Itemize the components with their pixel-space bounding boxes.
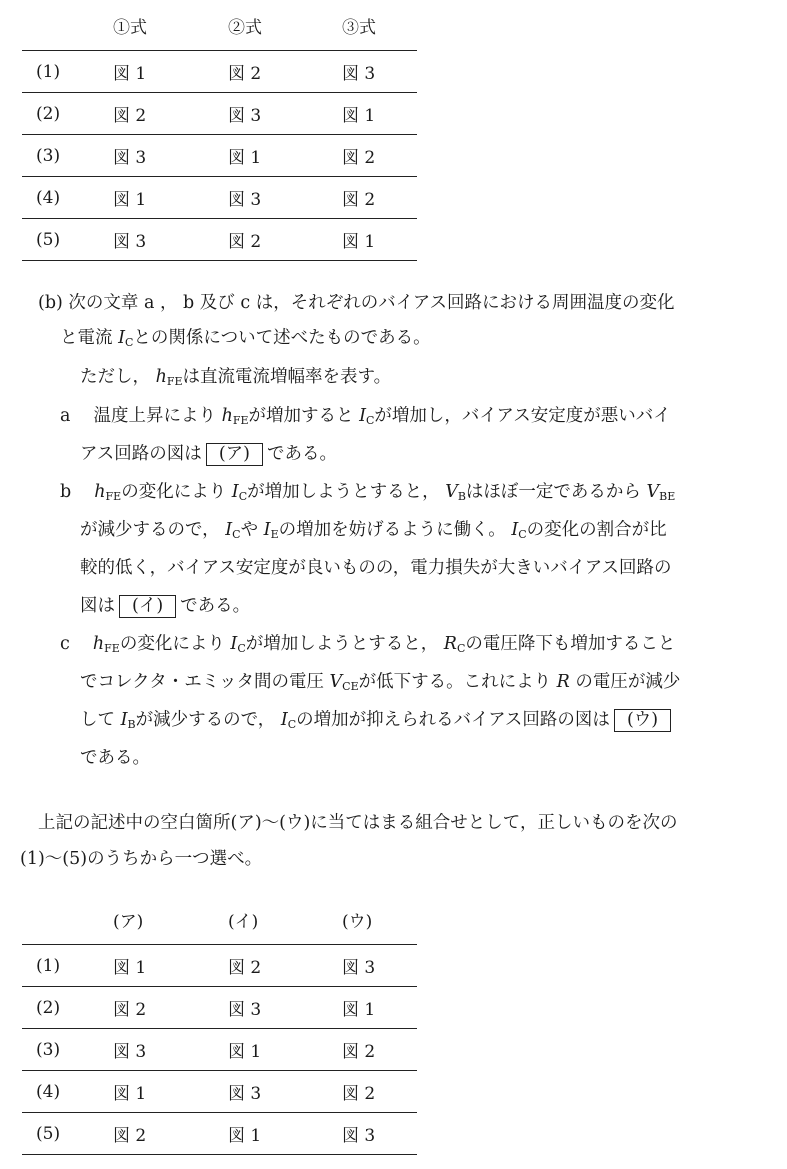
question-line bbox=[38, 812, 677, 835]
table-cell: 図 3 bbox=[342, 958, 376, 978]
text-segment: の変化により bbox=[121, 482, 232, 502]
table-cell: 図 2 bbox=[342, 148, 376, 168]
text-segment: の変化により bbox=[119, 634, 231, 654]
text-segment: や bbox=[240, 520, 264, 540]
option-number: (4) bbox=[36, 1081, 61, 1102]
table-cell: 図 3 bbox=[228, 1084, 262, 1104]
table-cell: 図 2 bbox=[228, 958, 262, 978]
statement-a-line bbox=[80, 443, 337, 466]
text-segment: が減少するので， bbox=[135, 710, 281, 730]
table-cell: 図 1 bbox=[228, 1042, 262, 1062]
symbol-i: I bbox=[230, 634, 238, 654]
table-cell: 図 3 bbox=[113, 1042, 147, 1062]
subscript: C bbox=[456, 642, 466, 655]
text-segment: の電圧が減少 bbox=[569, 672, 681, 692]
text-segment: c bbox=[60, 634, 93, 654]
table-cell: 図 1 bbox=[228, 148, 262, 168]
subscript: C bbox=[238, 490, 248, 503]
statement-c-line bbox=[80, 671, 680, 694]
text-segment: が増加し，バイアス安定度が悪いバイ bbox=[374, 406, 671, 426]
table-cell: 図 3 bbox=[228, 106, 262, 126]
statement-a-line bbox=[60, 405, 671, 428]
text-segment: 図は bbox=[80, 596, 115, 616]
table-row bbox=[22, 177, 417, 219]
table-cell: 図 3 bbox=[228, 1000, 262, 1020]
table-header bbox=[22, 894, 417, 945]
text-segment: が低下する。これにより bbox=[358, 672, 557, 692]
text-segment: が増加すると bbox=[248, 406, 360, 426]
symbol-i: I bbox=[511, 520, 519, 540]
header-cell: ②式 bbox=[228, 17, 262, 38]
subscript: FE bbox=[105, 490, 122, 503]
header-cell: ①式 bbox=[113, 17, 147, 38]
text-segment: は直流電流増幅率を表す。 bbox=[182, 367, 392, 387]
table-cell: 図 2 bbox=[342, 1084, 376, 1104]
text-segment: の増加を妨げるように働く。 bbox=[278, 520, 512, 540]
symbol-r: R bbox=[443, 634, 457, 654]
symbol-i: I bbox=[118, 328, 125, 348]
subscript: FE bbox=[166, 375, 183, 388]
subscript: CE bbox=[342, 680, 359, 693]
answer-choice-table bbox=[22, 894, 417, 1155]
text-segment: ただし， bbox=[80, 367, 156, 387]
subscript: C bbox=[366, 414, 375, 427]
table-cell: 図 3 bbox=[113, 148, 147, 168]
symbol-v: V bbox=[646, 482, 660, 502]
table-cell: 図 1 bbox=[113, 64, 147, 84]
blank-b-box: (イ) bbox=[119, 595, 176, 618]
statement-c-line bbox=[60, 633, 675, 656]
table-cell: 図 1 bbox=[113, 1084, 147, 1104]
symbol-i: I bbox=[359, 406, 366, 426]
table-row bbox=[22, 93, 417, 135]
statement-c-line bbox=[80, 747, 150, 770]
text-segment: 上記の記述中の空白箇所(ア)～(ウ)に当てはまる組合せとして，正しいものを次の bbox=[38, 813, 678, 833]
subscript: C bbox=[125, 336, 134, 349]
text-segment: が増加しようとすると， bbox=[247, 482, 446, 502]
symbol-h: h bbox=[94, 482, 106, 502]
option-number: (2) bbox=[36, 997, 61, 1018]
statement-b-line bbox=[60, 481, 675, 504]
subscript: C bbox=[232, 528, 241, 541]
table-cell: 図 3 bbox=[342, 64, 376, 84]
subscript: FE bbox=[104, 642, 120, 655]
text-segment: a 温度上昇により bbox=[60, 406, 222, 426]
table-cell: 図 3 bbox=[228, 190, 262, 210]
text-segment: でコレクタ・エミッタ間の電圧 bbox=[80, 672, 330, 692]
text-segment: が増加しようとすると， bbox=[245, 634, 444, 654]
problem-b-line bbox=[80, 366, 391, 389]
option-number: (1) bbox=[36, 61, 61, 82]
text-segment: である。 bbox=[266, 444, 337, 464]
table-row bbox=[22, 1029, 417, 1071]
problem-b-line bbox=[60, 327, 431, 350]
option-number: (4) bbox=[36, 187, 61, 208]
table-row bbox=[22, 1113, 417, 1155]
table-cell: 図 2 bbox=[113, 1126, 147, 1146]
table-cell: 図 1 bbox=[342, 232, 376, 252]
question-line bbox=[20, 848, 262, 871]
table-row bbox=[22, 51, 417, 93]
text-segment: (b) 次の文章 a ， b 及び c は，それぞれのバイアス回路における周囲温度の変化 bbox=[38, 293, 675, 313]
table-cell: 図 2 bbox=[342, 1042, 376, 1062]
header-cell: (ア) bbox=[113, 911, 144, 932]
text-segment: はほぼ一定であるから bbox=[465, 482, 647, 502]
option-number: (3) bbox=[36, 145, 61, 166]
text-segment: (1)～(5)のうちから一つ選べ。 bbox=[20, 849, 263, 869]
table-cell: 図 1 bbox=[342, 1000, 376, 1020]
symbol-v: V bbox=[329, 672, 343, 692]
table-cell: 図 3 bbox=[113, 232, 147, 252]
table-cell: 図 2 bbox=[113, 106, 147, 126]
formula-figure-table bbox=[22, 0, 417, 261]
table-cell: 図 2 bbox=[342, 190, 376, 210]
option-number: (5) bbox=[36, 1123, 61, 1144]
table-cell: 図 3 bbox=[342, 1126, 376, 1146]
option-number: (1) bbox=[36, 955, 61, 976]
header-cell: ③式 bbox=[342, 17, 376, 38]
option-number: (2) bbox=[36, 103, 61, 124]
symbol-h: h bbox=[92, 634, 105, 654]
table-cell: 図 1 bbox=[113, 958, 147, 978]
statement-c-line bbox=[80, 709, 675, 732]
text-segment: の変化の割合が比 bbox=[526, 520, 667, 540]
symbol-h: h bbox=[155, 367, 167, 387]
blank-a-box: (ア) bbox=[206, 443, 263, 466]
subscript: C bbox=[287, 718, 297, 731]
header-cell: (ウ) bbox=[342, 911, 373, 932]
symbol-i: I bbox=[225, 520, 233, 540]
table-row bbox=[22, 135, 417, 177]
table-cell: 図 1 bbox=[113, 190, 147, 210]
table-row bbox=[22, 987, 417, 1029]
table-cell: 図 2 bbox=[228, 64, 262, 84]
symbol-r: R bbox=[556, 672, 570, 692]
table-header bbox=[22, 0, 417, 51]
problem-b-line bbox=[38, 292, 675, 315]
statement-b-line bbox=[80, 519, 667, 542]
text-segment: と電流 bbox=[60, 328, 119, 348]
header-cell: (イ) bbox=[228, 911, 259, 932]
subscript: C bbox=[237, 642, 246, 655]
table-cell: 図 1 bbox=[228, 1126, 262, 1146]
symbol-v: V bbox=[445, 482, 458, 502]
option-number: (5) bbox=[36, 229, 61, 250]
text-segment: である。 bbox=[80, 748, 150, 768]
table-row bbox=[22, 945, 417, 987]
table-cell: 図 1 bbox=[342, 106, 376, 126]
text-segment: である。 bbox=[180, 596, 251, 616]
statement-b-line bbox=[80, 595, 250, 618]
text-segment: b bbox=[60, 482, 95, 502]
table-row bbox=[22, 219, 417, 261]
text-segment: の増加が抑えられるバイアス回路の図は bbox=[296, 710, 610, 730]
subscript: E bbox=[270, 528, 279, 541]
symbol-h: h bbox=[221, 406, 233, 426]
symbol-i: I bbox=[280, 710, 288, 730]
subscript: FE bbox=[232, 414, 249, 427]
symbol-i: I bbox=[120, 710, 128, 730]
symbol-i: I bbox=[263, 520, 271, 540]
table-cell: 図 2 bbox=[113, 1000, 147, 1020]
subscript: B bbox=[457, 490, 466, 503]
subscript: C bbox=[518, 528, 527, 541]
text-segment: が減少するので， bbox=[80, 520, 226, 540]
subscript: B bbox=[127, 718, 136, 731]
text-segment: の電圧降下も増加すること bbox=[465, 634, 676, 654]
statement-b-line bbox=[80, 557, 672, 580]
table-row bbox=[22, 1071, 417, 1113]
text-segment: アス回路の図は bbox=[80, 444, 202, 464]
option-number: (3) bbox=[36, 1039, 61, 1060]
text-segment: して bbox=[80, 710, 121, 730]
blank-c-box: (ウ) bbox=[614, 709, 671, 732]
table-cell: 図 2 bbox=[228, 232, 262, 252]
text-segment: 較的低く，バイアス安定度が良いものの，電力損失が大きいバイアス回路の bbox=[80, 558, 672, 578]
subscript: BE bbox=[659, 490, 676, 503]
symbol-i: I bbox=[231, 482, 239, 502]
text-segment: との関係について述べたものである。 bbox=[133, 328, 431, 348]
